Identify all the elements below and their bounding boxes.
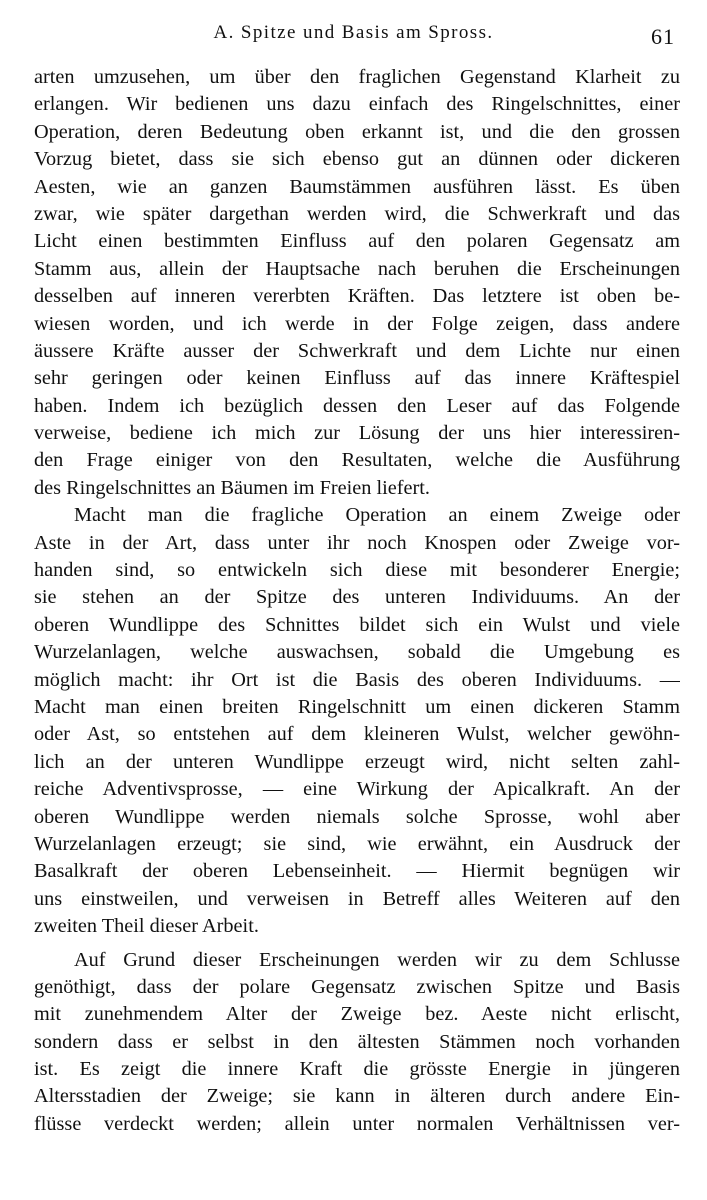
text-line: oberen Wundlippe des Schnittes bildet sich ein Wulst und viele	[34, 613, 680, 636]
text-line: Aste in der Art, dass unter ihr noch Knospen oder Zweige vor-	[34, 531, 680, 554]
text-line: erlangen. Wir bedienen uns dazu einfach des Ringelschnittes, einer	[34, 93, 680, 116]
text-line: mit zunehmendem Alter der Zweige bez. Aeste nicht erlischt,	[34, 1003, 680, 1026]
text-line: haben. Indem ich bezüglich dessen den Leser auf das Folgende	[34, 394, 680, 417]
text-line: Wurzelanlagen erzeugt; sie sind, wie erwähnt, ein Ausdruck der	[34, 832, 680, 855]
text-line: flüsse verdeckt werden; allein unter normalen Verhältnissen ver-	[34, 1112, 680, 1135]
text-line: arten umzusehen, um über den fraglichen Gegenstand Klarheit zu	[34, 66, 680, 88]
text-line: Wurzelanlagen, welche auswachsen, sobald die Umgebung es	[34, 641, 680, 664]
text-line: Licht einen bestimmten Einfluss auf den polaren Gegensatz am	[34, 230, 680, 253]
body-text	[34, 64, 680, 1138]
text-line: des Ringelschnittes an Bäumen im Freien liefert.	[34, 476, 430, 499]
page-number: 61	[651, 24, 675, 49]
running-title: A. Spitze und Basis am Spross.	[213, 22, 494, 43]
text-line: desselben auf inneren vererbten Kräften. Das letztere ist oben be-	[34, 285, 680, 308]
text-line: äussere Kräfte ausser der Schwerkraft und dem Lichte nur einen	[34, 339, 680, 362]
text-line: verweise, bediene ich mich zur Lösung der uns hier interessiren-	[34, 422, 680, 445]
text-line: oder Ast, so entstehen auf dem kleineren Wulst, welcher gewöhn-	[34, 723, 680, 746]
text-line: handen sind, so entwickeln sich diese mit besonderer Energie;	[34, 559, 680, 582]
text-line: Macht man einen breiten Ringelschnitt um einen dickeren Stamm	[34, 695, 680, 718]
text-line: wiesen worden, und ich werde in der Folge zeigen, dass andere	[34, 312, 680, 335]
text-line: Macht man die fragliche Operation an einem Zweige oder	[74, 504, 680, 527]
text-line: ist. Es zeigt die innere Kraft die grösste Energie in jüngeren	[34, 1058, 680, 1081]
text-line: Altersstadien der Zweige; sie kann in älteren durch andere Ein-	[34, 1085, 680, 1108]
text-line: den Frage einiger von den Resultaten, welche die Ausführung	[34, 449, 680, 472]
text-line: Stamm aus, allein der Hauptsache nach beruhen die Erscheinungen	[34, 257, 680, 280]
paragraph-2	[34, 502, 680, 940]
text-line: möglich macht: ihr Ort ist die Basis des oberen Individuums. —	[34, 668, 680, 691]
text-line: oberen Wundlippe werden niemals solche Sprosse, wohl aber	[34, 805, 680, 828]
text-line: lich an der unteren Wundlippe erzeugt wird, nicht selten zahl-	[34, 750, 680, 773]
text-line: uns einstweilen, und verweisen in Betreff alles Weiteren auf den	[34, 887, 680, 910]
text-line: zwar, wie später dargethan werden wird, die Schwerkraft und das	[34, 202, 680, 225]
text-line: Operation, deren Bedeutung oben erkannt ist, und die den grossen	[34, 120, 680, 143]
text-line: reiche Adventivsprosse, — eine Wirkung der Apicalkraft. An der	[34, 778, 680, 801]
running-head	[32, 14, 675, 49]
text-line: Vorzug bietet, dass sie sich ebenso gut an dünnen oder dickeren	[34, 148, 680, 171]
paragraph-1	[34, 64, 680, 502]
paragraph-3	[34, 947, 680, 1139]
text-line: Auf Grund dieser Erscheinungen werden wir zu dem Schlusse	[74, 948, 680, 971]
text-line: genöthigt, dass der polare Gegensatz zwischen Spitze und Basis	[34, 975, 680, 998]
text-line: sie stehen an der Spitze des unteren Individuums. An der	[34, 586, 680, 609]
text-line: zweiten Theil dieser Arbeit.	[34, 915, 259, 938]
text-line: sehr geringen oder keinen Einfluss auf das innere Kräftespiel	[34, 367, 680, 390]
text-line: sondern dass er selbst in den ältesten Stämmen noch vorhanden	[34, 1030, 680, 1053]
text-line: Aesten, wie an ganzen Baumstämmen ausführen lässt. Es üben	[34, 175, 680, 198]
text-line: Basalkraft der oberen Lebenseinheit. — Hiermit begnügen wir	[34, 860, 680, 883]
